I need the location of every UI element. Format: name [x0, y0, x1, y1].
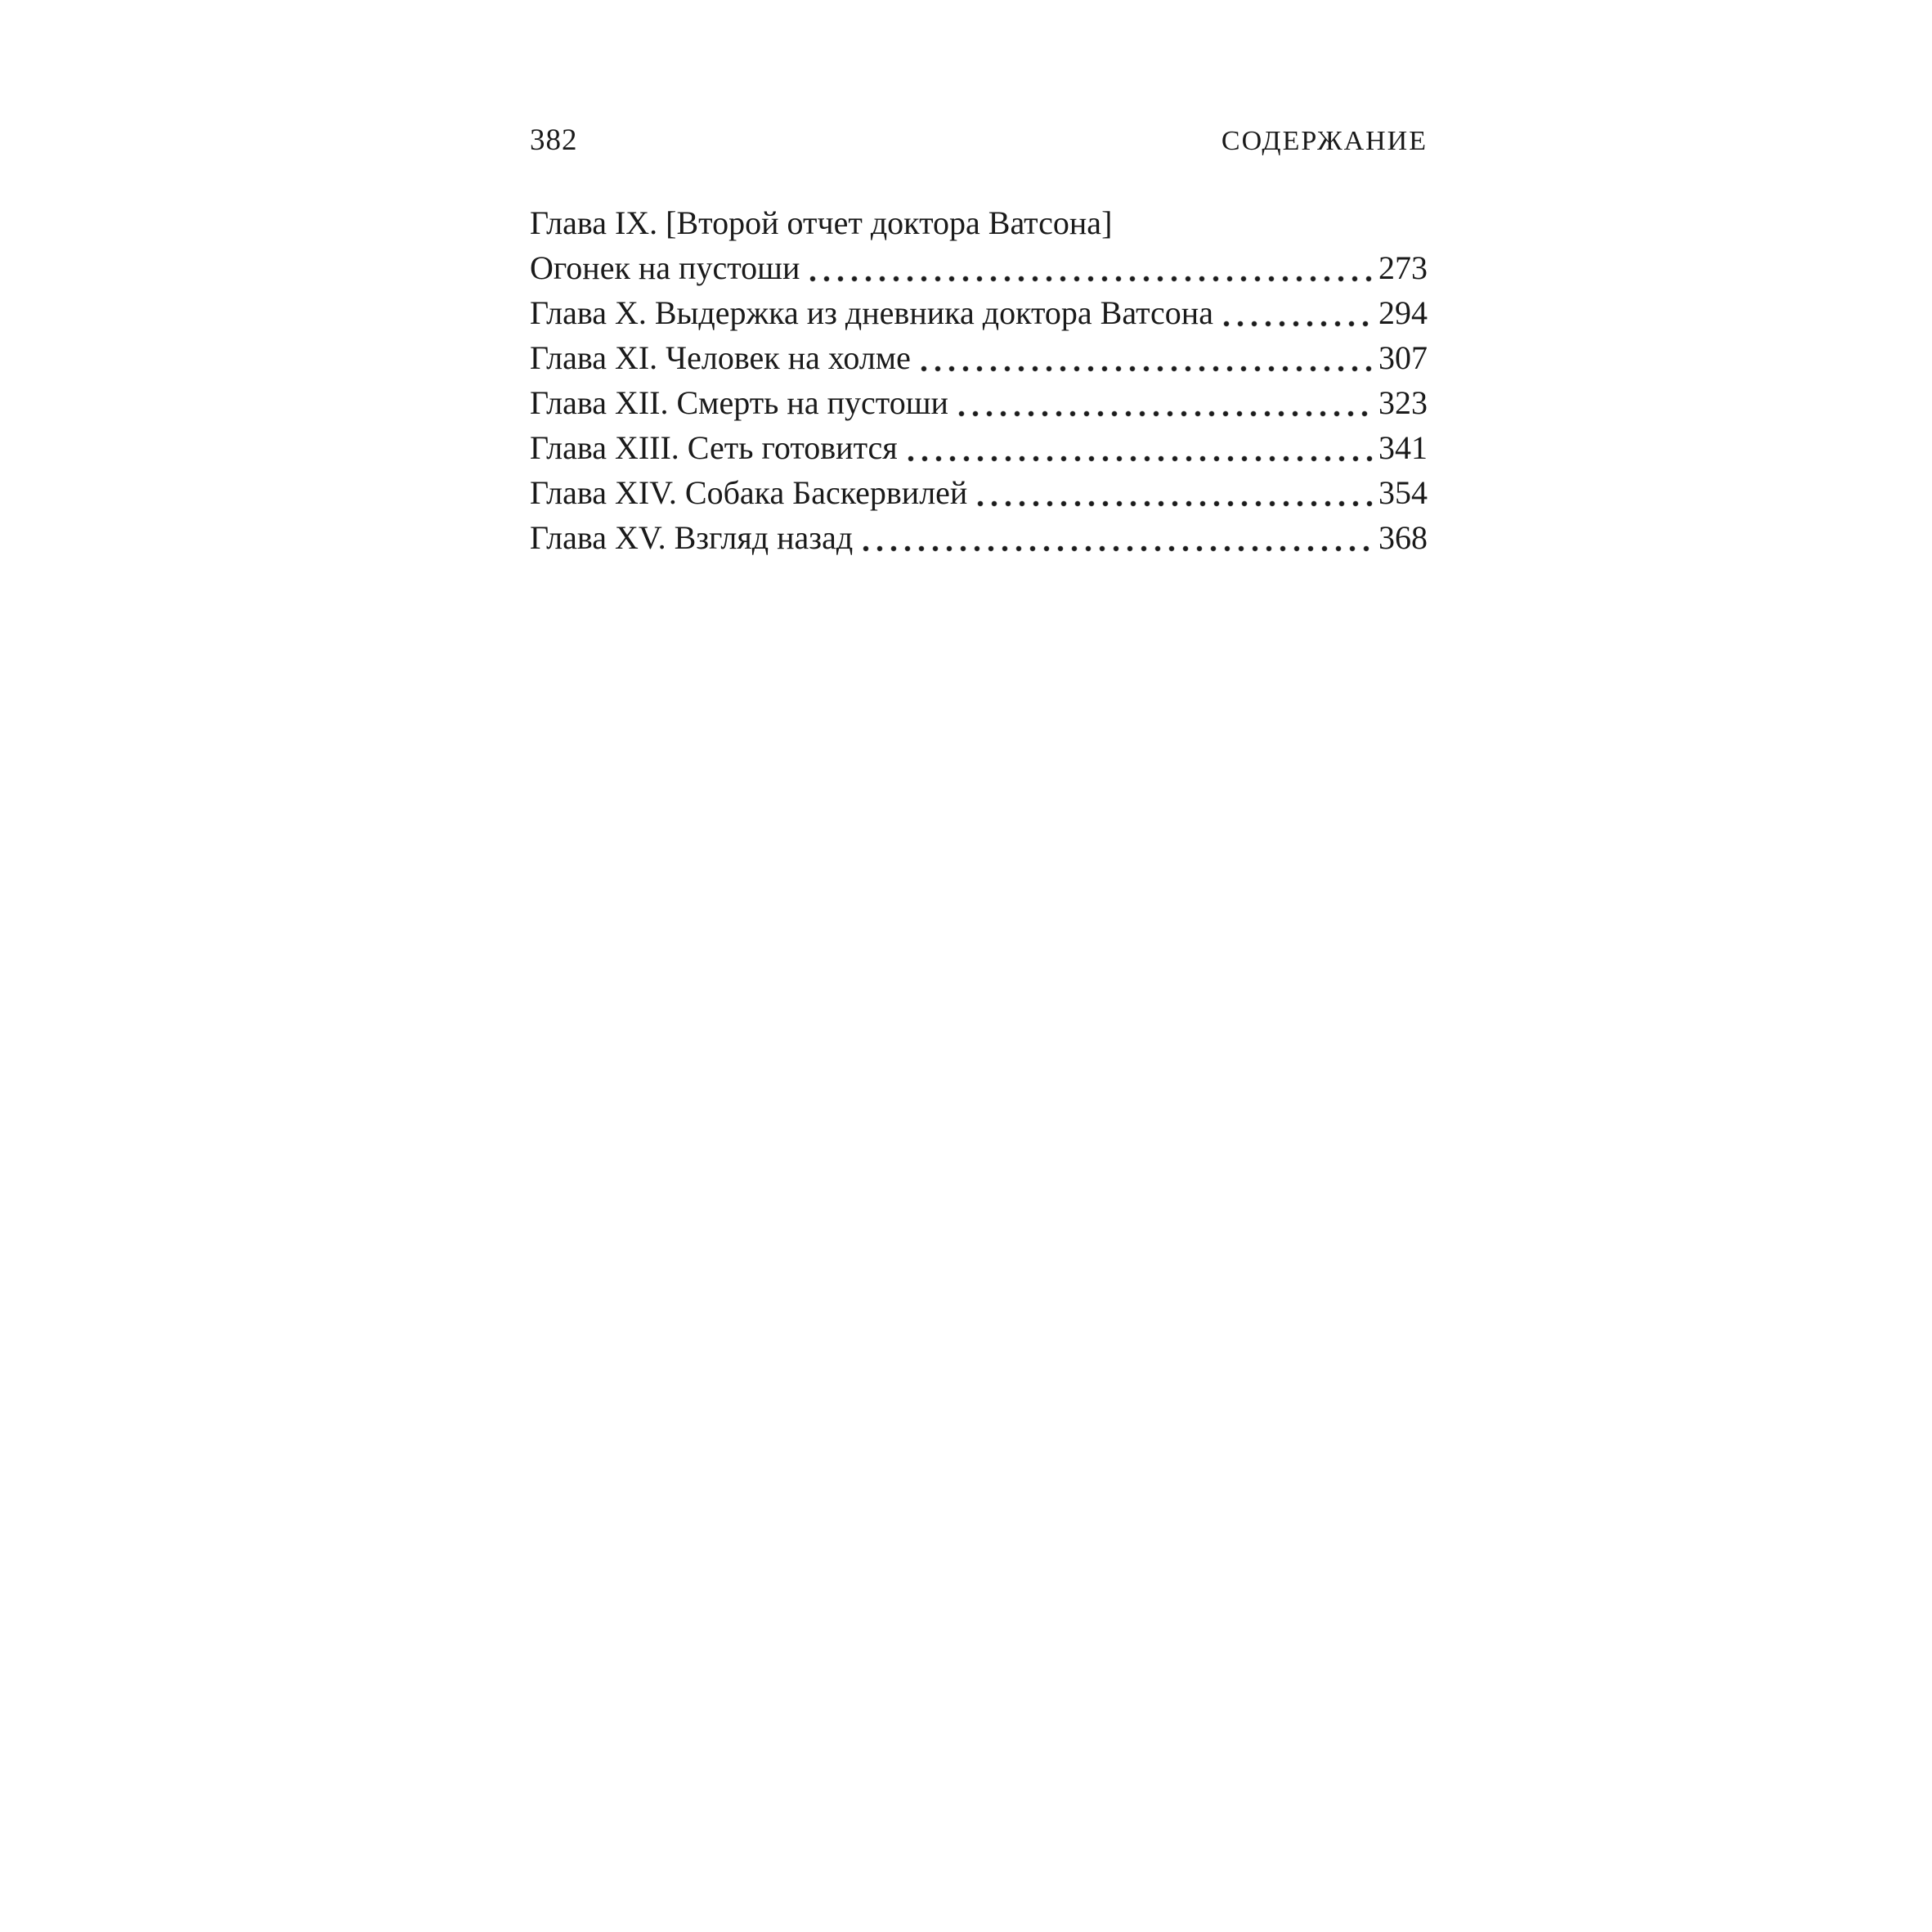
page-content — [530, 123, 1428, 560]
toc-entry — [530, 335, 1428, 380]
toc-dot-leader — [958, 380, 1375, 425]
toc-entry — [530, 380, 1428, 425]
toc-dot-leader — [863, 515, 1375, 560]
toc-entry — [530, 515, 1428, 560]
running-title: СОДЕРЖАНИЕ — [1221, 126, 1428, 156]
toc-entry-title: Глава XII. Смерть на пустоши — [530, 384, 948, 421]
toc-entry — [530, 200, 1428, 245]
toc-entry — [530, 470, 1428, 515]
toc-entry-title: Глава XI. Человек на холме — [530, 339, 911, 376]
toc-entry-title: Глава X. Выдержка из дневника доктора Ватсона — [530, 294, 1213, 331]
toc-entry — [530, 425, 1428, 470]
toc-dot-leader — [921, 335, 1375, 380]
page-header — [530, 123, 1428, 159]
toc-entry — [530, 245, 1428, 290]
toc-entry-page-number: 273 — [1378, 249, 1428, 286]
toc-entry-title: Глава XIII. Сеть готовится — [530, 429, 898, 466]
toc-entry-page-number: 354 — [1378, 474, 1428, 511]
toc-entry — [530, 290, 1428, 335]
toc-entry-title: Глава XV. Взгляд назад — [530, 519, 854, 556]
toc-entry-page-number: 323 — [1378, 384, 1428, 421]
toc-entry-title: Глава IX. [Второй отчет доктора Ватсона] — [530, 204, 1113, 241]
toc-dot-leader — [908, 425, 1375, 470]
toc-entry-page-number: 341 — [1378, 429, 1428, 466]
toc-dot-leader — [977, 470, 1375, 515]
toc-entry-page-number: 368 — [1378, 519, 1428, 556]
toc-entry-page-number: 307 — [1378, 339, 1428, 376]
toc-entry-title: Глава XIV. Собака Баскервилей — [530, 474, 968, 511]
toc-dot-leader — [809, 245, 1375, 290]
toc-entry-page-number: 294 — [1378, 294, 1428, 331]
toc-dot-leader — [1223, 290, 1375, 335]
page-number: 382 — [530, 123, 578, 157]
toc-entry-title: Огонек на пустоши — [530, 249, 800, 286]
table-of-contents — [530, 200, 1428, 560]
